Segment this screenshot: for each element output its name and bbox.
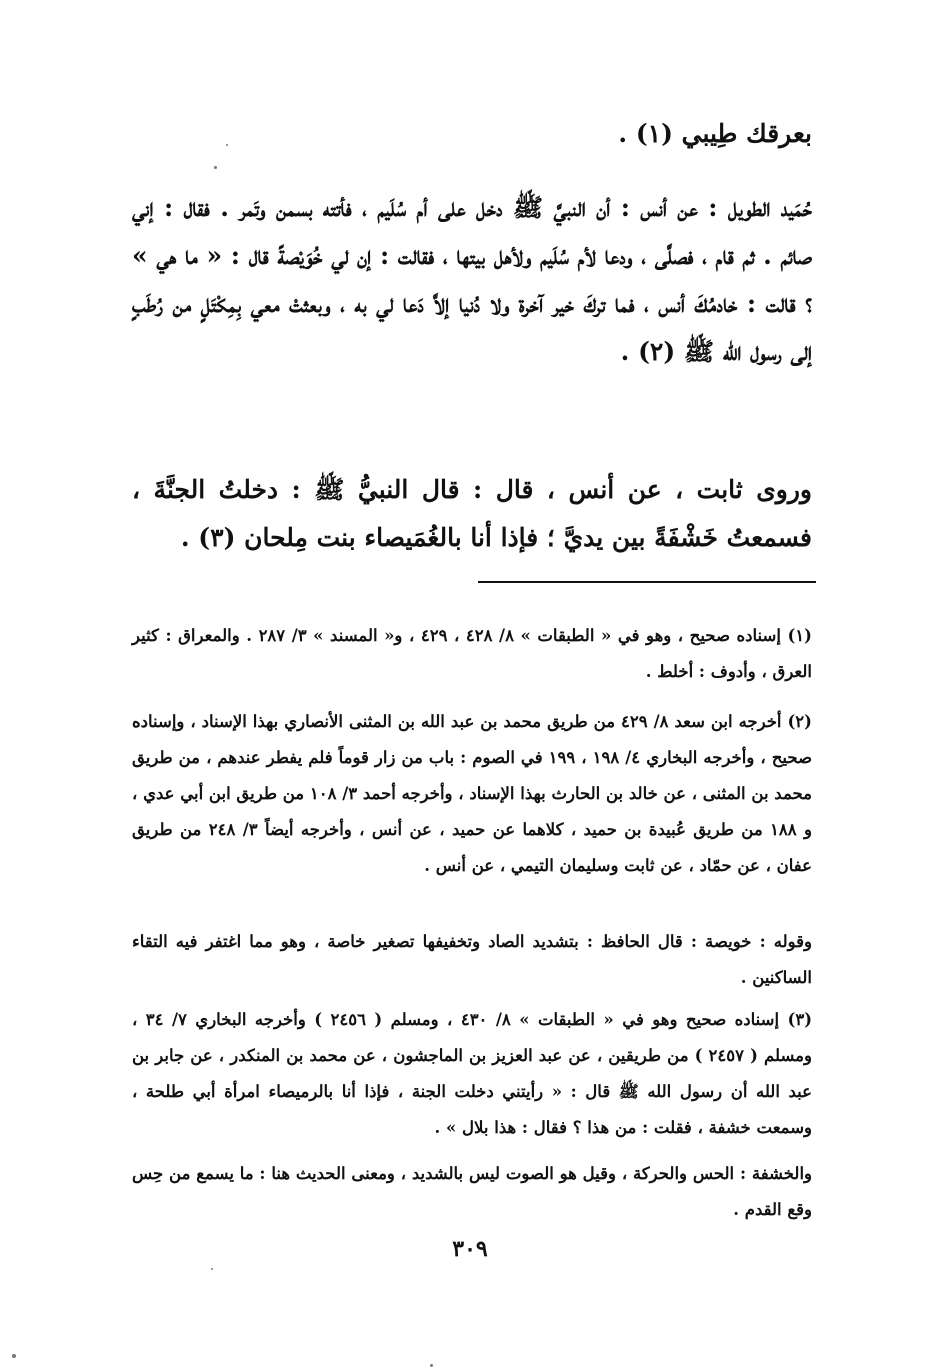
scan-speck: [12, 1354, 16, 1358]
footnote-2-note: وقوله : خويصة : قال الحافظ : بتشديد الصاد وتخفيفها تصغير خاصة ، وهو مما اغتفر فيه التقاء الساكنين .: [132, 932, 812, 987]
main-paragraph-3: وروى ثابت ، عن أنس ، قال : قال النبيُّ ﷺ : دخلتُ الجنَّةَ ، فسمعتُ خَشْفَةً بين يديَّ ؛ فإذا أنا بالغُمَيصاء بنت مِلحان (٣) .: [132, 475, 812, 552]
footnote-divider: [478, 581, 816, 583]
main-paragraph-1: بعرقك طِيبي (١) .: [618, 119, 812, 148]
page-number: ٣٠٩: [452, 1236, 488, 1262]
scan-speck: [214, 166, 217, 169]
footnote-1: (١) إسناده صحيح ، وهو في « الطبقات » ٨/ ٤٢٨ ، ٤٢٩ ، و« المسند » ٣/ ٢٨٧ . والمعراق : كثير العرق ، وأدوف : أخلط .: [132, 626, 812, 681]
footnote-2: (٢) أخرجه ابن سعد ٨/ ٤٢٩ من طريق محمد بن عبد الله بن المثنى الأنصاري بهذا الإسناد ، وإسناده صحيح ، وأخرجه البخاري ٤/ ١٩٨ ، ١٩٩ في الصوم : باب من زار قوماً فلم يفطر عندهم ، من طريق محمد بن المثنى ، عن خالد بن الحارث بهذا الإسناد ، وأخرجه أحمد ٣/ ١٠٨ من طريق ابن أبي عدي ، و ١٨٨ من طريق عُبيدة بن حميد ، كلاهما عن حميد ، عن أنس ، وأخرجه أيضاً ٣/ ٢٤٨ من طريق عفان ، عن حمّاد ، عن ثابت وسليمان التيمي ، عن أنس .: [132, 712, 812, 875]
footnote-3: (٣) إسناده صحيح وهو في « الطبقات » ٨/ ٤٣٠ ، ومسلم ( ٢٤٥٦ ) وأخرجه البخاري ٧/ ٣٤ ، ومسلم ( ٢٤٥٧ ) من طريقين ، عن عبد العزيز بن الماجشون ، عن محمد بن المنكدر ، عن جابر بن عبد الله أن رسول الله ﷺ قال : « رأيتني دخلت الجنة ، فإذا أنا بالرميصاء امرأة أبي طلحة ، وسمعت خشفة ، فقلت : من هذا ؟ فقال : هذا بلال » .: [132, 1010, 812, 1137]
main-paragraph-2: حُمَيد الطويل : عن أنس : أن النبيَّ ﷺ دخل على أم سُلَيم ، فأتته بسمن وتَمر . فقال : إني صائم . ثم قام ، فصلَّى ، ودعا لأم سُلَيم ولأهل بيتها ، فقالت : إن لي خُوَيْصةً قال : « ما هي » ؟ قالت : خادمُكَ أنس ، فما تركَ خير آخرة ولا دُنيا إلاَّ دَعا لي به ، وبعثتْ معي بِمِكْتَلٍ من رُطَبٍ إلى رسول الله ﷺ (٢) .: [132, 193, 812, 366]
scan-speck: [430, 1364, 433, 1367]
footnote-3-note: والخشفة : الحس والحركة ، وقيل هو الصوت ليس بالشديد ، ومعنى الحديث هنا : ما يسمع من حِس وقع القدم .: [132, 1164, 812, 1219]
scan-speck: [226, 144, 228, 146]
scan-speck: [211, 1268, 213, 1270]
